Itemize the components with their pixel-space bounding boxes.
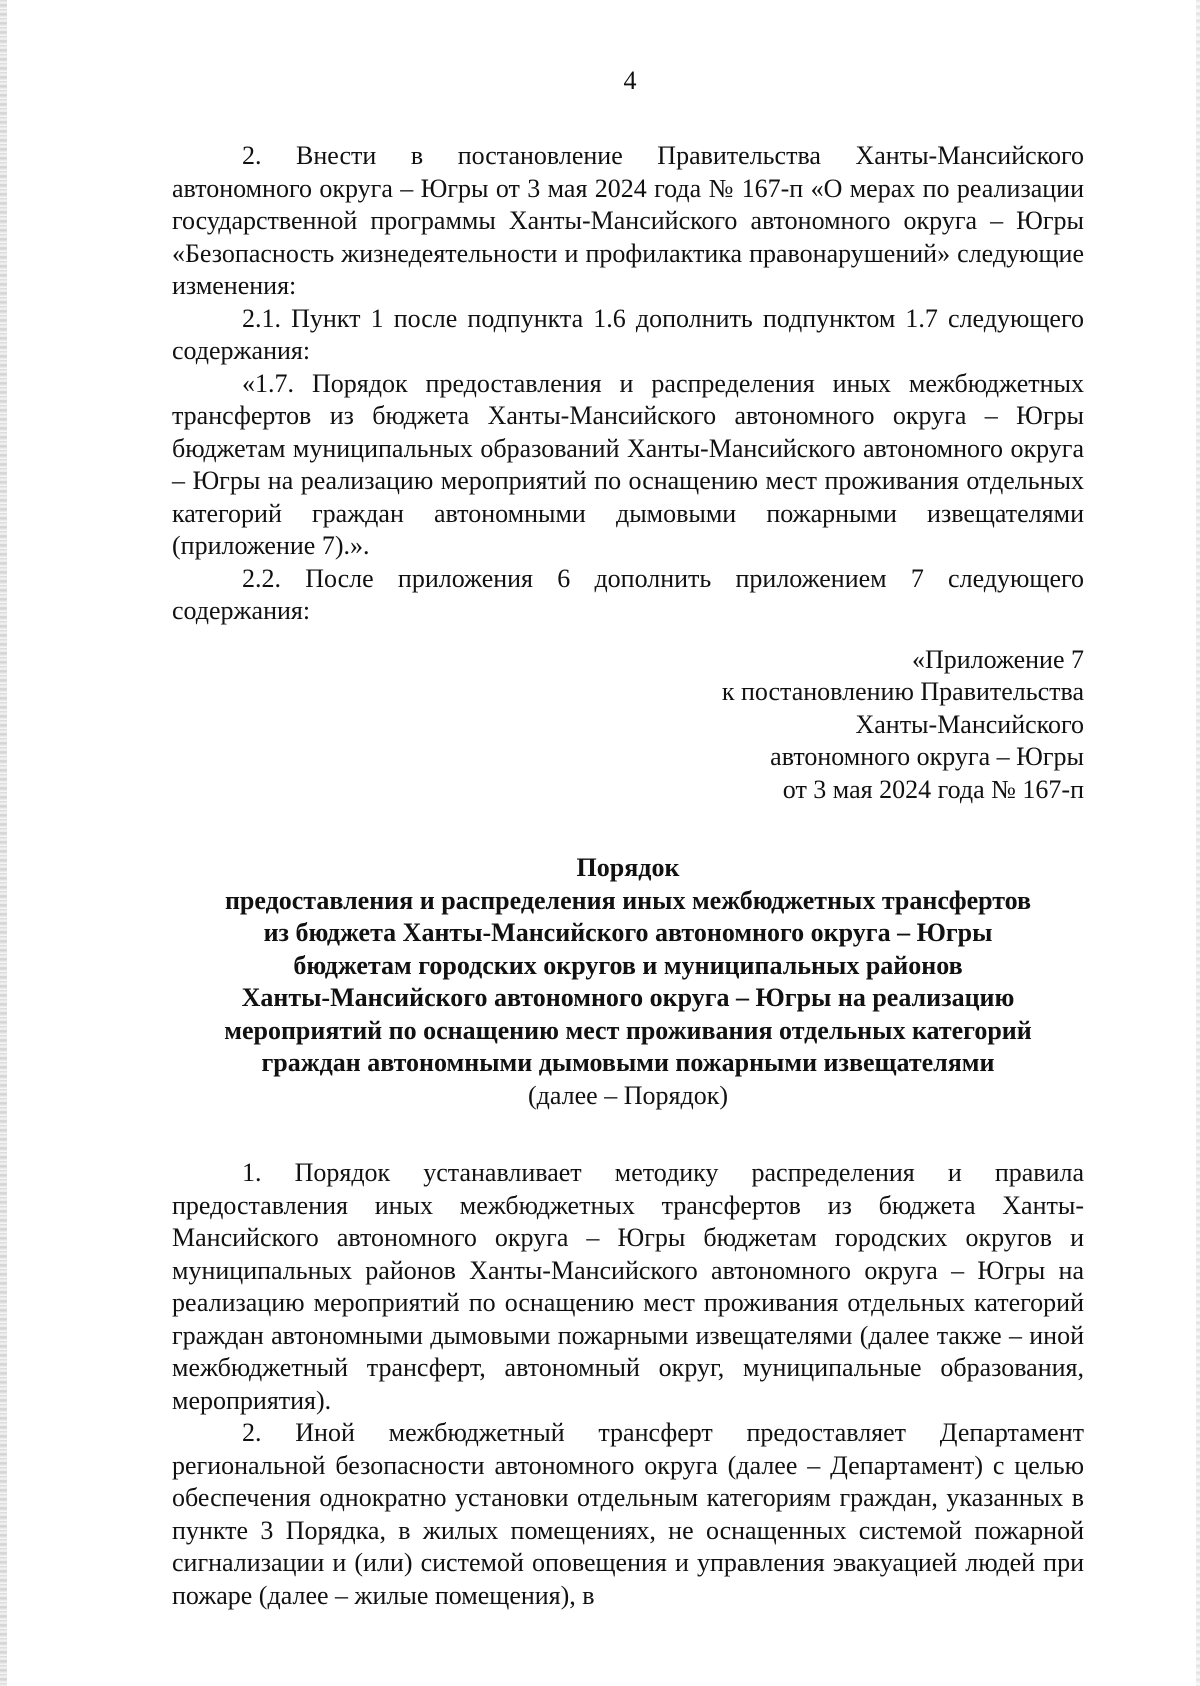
paragraph-2-1: 2.1. Пункт 1 после подпункта 1.6 дополнить подпунктом 1.7 следующего содержания:	[172, 303, 1084, 365]
title-line: Порядок	[576, 853, 680, 882]
paragraph-2-2: 2.2. После приложения 6 дополнить приложением 7 следующего содержания:	[172, 563, 1084, 625]
approval-line: от 3 мая 2024 года № 167-п	[782, 774, 1084, 804]
procedure-paragraph-1: 1. Порядок устанавливает методику распределения и правила предоставления иных межбюджетных трансфертов из бюджета Ханты-Мансийского автономного округа – Югры бюджетам городских округов и муниципальных районов Ханты-Мансийского автономного округа – Югры на реализацию мероприятий по оснащению мест проживания отдельных категорий граждан автономными дымовыми пожарными извещателями (далее также – иной межбюджетный трансферт, автономный округ, муниципальные образования, мероприятия).	[172, 1158, 1084, 1415]
procedure-body	[172, 1157, 1084, 1612]
approval-stamp-block	[172, 644, 1084, 807]
approval-line: к постановлению Правительства	[721, 677, 1084, 706]
title-line: мероприятий по оснащению мест проживания отдельных категорий	[224, 1015, 1032, 1045]
scan-right-edge	[1196, 0, 1200, 1686]
title-line: граждан автономными дымовыми пожарными извещателями	[261, 1048, 995, 1077]
title-subtitle: (далее – Порядок)	[528, 1080, 728, 1110]
title-line: бюджетам городских округов и муниципальных районов	[293, 950, 963, 980]
title-line: предоставления и распределения иных межбюджетных трансфертов	[224, 885, 1032, 915]
document-body	[172, 140, 1084, 1612]
paragraph-2: 2. Внести в постановление Правительства Ханты-Мансийского автономного округа – Югры от 3 мая 2024 года № 167-п «О мерах по реализации государственной программы Ханты-Мансийского автономного округа – Югры «Безопасность жизнедеятельности и профилактика правонарушений» следующие изменения:	[172, 141, 1084, 300]
title-line: из бюджета Ханты-Мансийского автономного округа – Югры	[263, 918, 993, 947]
procedure-paragraph-2: 2. Иной межбюджетный трансферт предоставляет Департамент региональной безопасности автономного округа (далее – Департамент) с целью обеспечения однократно установки отдельным категориям граждан, указанных в пункте 3 Порядка, в жилых помещениях, не оснащенных системой пожарной сигнализации и (или) системой оповещения и управления эвакуацией людей при пожаре (далее – жилые помещения), в	[172, 1418, 1084, 1610]
page-number: 4	[623, 66, 637, 95]
approval-line: Ханты-Мансийского	[855, 709, 1084, 739]
scan-left-edge	[0, 0, 7, 1686]
approval-line: автономного округа – Югры	[770, 742, 1084, 771]
paragraph-1-7-quote: «1.7. Порядок предоставления и распределения иных межбюджетных трансфертов из бюджета Ханты-Мансийского автономного округа – Югры бюджетам муниципальных образований Ханты-Мансийского автономного округа – Югры на реализацию мероприятий по оснащению мест проживания отдельных категорий граждан автономными дымовыми пожарными извещателями (приложение 7).».	[172, 368, 1084, 560]
document-title	[172, 852, 1084, 1112]
approval-line: «Приложение 7	[911, 644, 1084, 674]
title-line: Ханты-Мансийского автономного округа – Югры на реализацию	[241, 983, 1015, 1012]
